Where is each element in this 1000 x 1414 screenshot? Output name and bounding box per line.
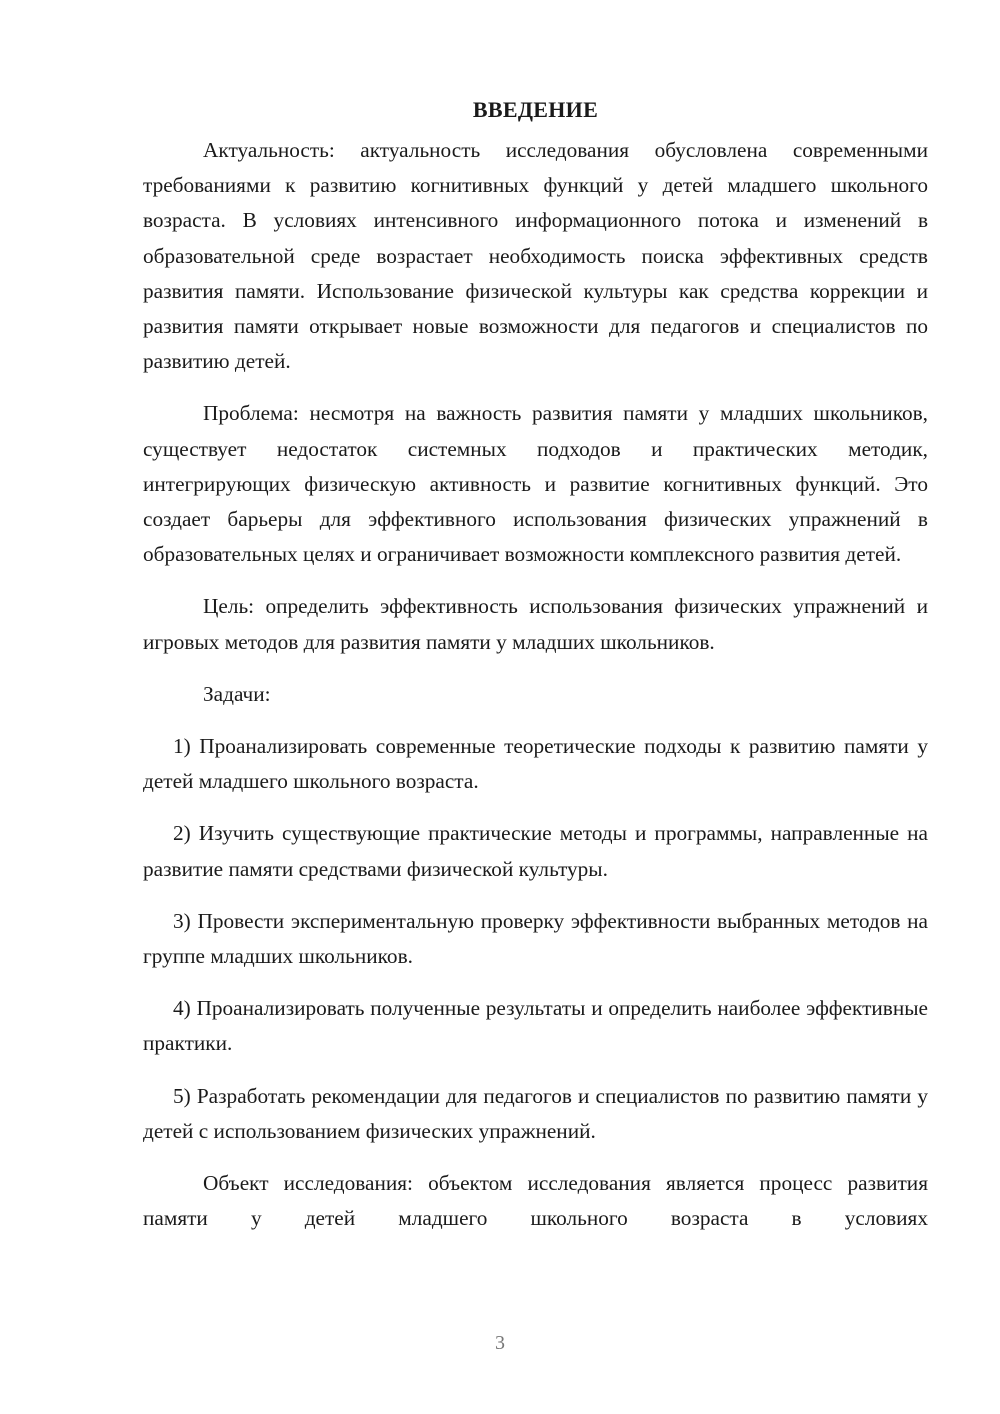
- goal-paragraph: Цель: определить эффективность использования физических упражнений и игровых методов для развития памяти у младших школьников.: [143, 594, 928, 654]
- relevance-paragraph: Актуальность: актуальность исследования обусловлена современными требованиями к развитию когнитивных функций у детей младшего школьного возраста. В условиях интенсивного информационного потока и изменений в образовательной среде возрастает необходимость поиска эффективных средств развития памяти. Использование физической культуры как средства коррекции и развития памяти открывает новые возможности для педагогов и специалистов по развитию детей.: [143, 138, 928, 374]
- tasks-heading: Задачи:: [203, 681, 271, 706]
- document-body: [143, 94, 928, 1236]
- task-item-2: 2) Изучить существующие практические методы и программы, направленные на развитие памяти средствами физической культуры.: [143, 821, 928, 881]
- task-item-3: 3) Провести экспериментальную проверку эффективности выбранных методов на группе младших школьников.: [143, 908, 928, 969]
- page-number: 3: [495, 1332, 505, 1354]
- task-item-4: 4) Проанализировать полученные результаты и определить наиболее эффективные практики.: [143, 996, 928, 1056]
- task-item-5: 5) Разработать рекомендации для педагогов и специалистов по развитию памяти у детей с использованием физических упражнений.: [143, 1083, 928, 1143]
- problem-paragraph: Проблема: несмотря на важность развития памяти у младших школьников, существует недостаток системных подходов и практических методик, интегрирующих физическую активность и развитие когнитивных функций. Это создает барьеры для эффективного использования физических упражнений в образовательных целях и ограничивает возможности комплексного развития детей.: [143, 401, 928, 567]
- research-object-paragraph: Объект исследования: объектом исследования является процесс развития памяти у детей младшего школьного возраста в условиях: [143, 1171, 928, 1231]
- section-heading: ВВЕДЕНИЕ: [472, 97, 599, 122]
- task-item-1: 1) Проанализировать современные теоретические подходы к развитию памяти у детей младшего школьного возраста.: [143, 734, 928, 794]
